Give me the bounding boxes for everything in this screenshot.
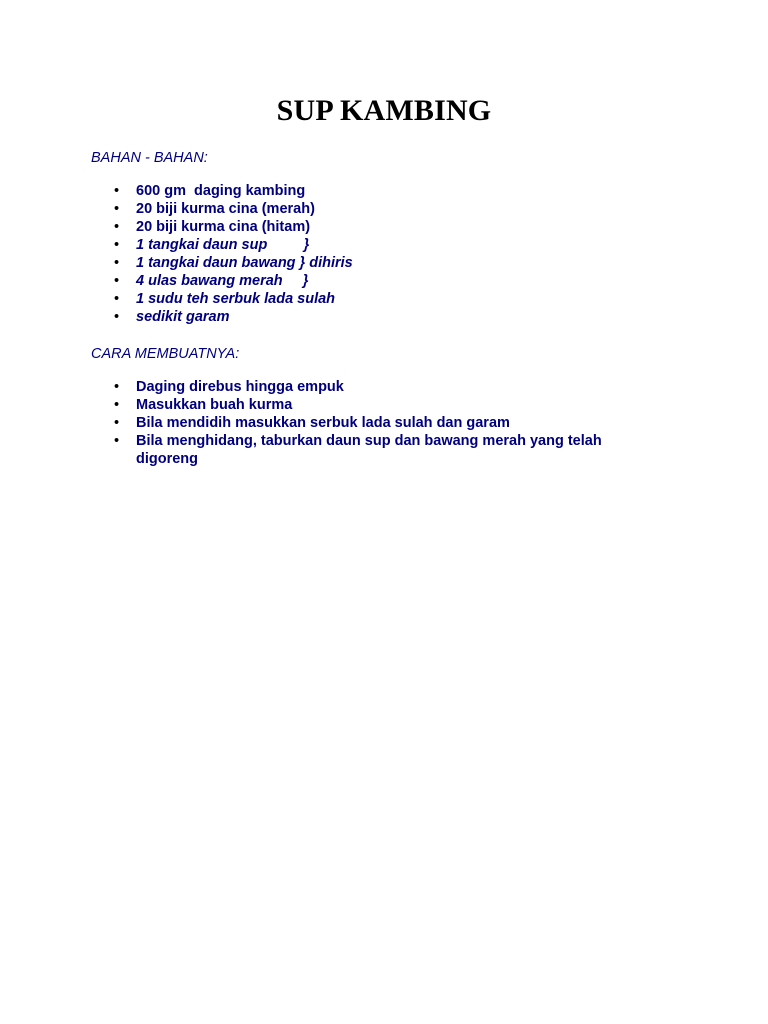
bullet-icon: • <box>114 255 120 271</box>
bullet-icon: • <box>114 397 120 413</box>
method-list <box>0 378 636 468</box>
bullet-icon: • <box>114 237 120 253</box>
ingredients-heading: BAHAN - BAHAN: <box>91 150 208 166</box>
ingredient-text: 1 tangkai daun sup } <box>136 237 310 253</box>
ingredient-text: 1 sudu teh serbuk lada sulah <box>136 291 336 307</box>
ingredients-list <box>0 182 636 326</box>
bullet-icon: • <box>114 379 120 395</box>
list-item <box>0 182 636 200</box>
bullet-icon: • <box>114 183 120 199</box>
list-item <box>0 378 636 396</box>
bullet-icon: • <box>114 309 120 325</box>
bullet-icon: • <box>114 273 120 289</box>
list-item <box>0 236 636 254</box>
ingredient-text: 20 biji kurma cina (merah) <box>136 201 315 217</box>
step-text: Masukkan buah kurma <box>136 397 293 413</box>
ingredient-text: 600 gm daging kambing <box>136 183 306 199</box>
bullet-icon: • <box>114 219 120 235</box>
bullet-icon: • <box>114 415 120 431</box>
bullet-icon: • <box>114 433 120 449</box>
list-item <box>0 432 632 468</box>
step-text: Bila mendidih masukkan serbuk lada sulah dan garam <box>136 415 510 431</box>
list-item <box>0 272 636 290</box>
step-text: Daging direbus hingga empuk <box>136 379 344 395</box>
list-item <box>0 290 636 308</box>
ingredient-text: 4 ulas bawang merah } <box>136 273 309 289</box>
ingredient-text: sedikit garam <box>136 309 230 325</box>
list-item <box>0 218 636 236</box>
bullet-icon: • <box>114 201 120 217</box>
ingredient-text: 20 biji kurma cina (hitam) <box>136 219 311 235</box>
list-item <box>0 308 636 326</box>
list-item <box>0 200 636 218</box>
method-heading: CARA MEMBUATNYA: <box>91 346 240 362</box>
page-title: SUP KAMBING <box>276 94 492 127</box>
bullet-icon: • <box>114 291 120 307</box>
ingredient-text: 1 tangkai daun bawang } dihiris <box>136 255 353 271</box>
list-item <box>0 396 636 414</box>
list-item <box>0 254 636 272</box>
list-item <box>0 414 636 432</box>
step-text: Bila menghidang, taburkan daun sup dan bawang merah yang telah digoreng <box>136 433 602 467</box>
